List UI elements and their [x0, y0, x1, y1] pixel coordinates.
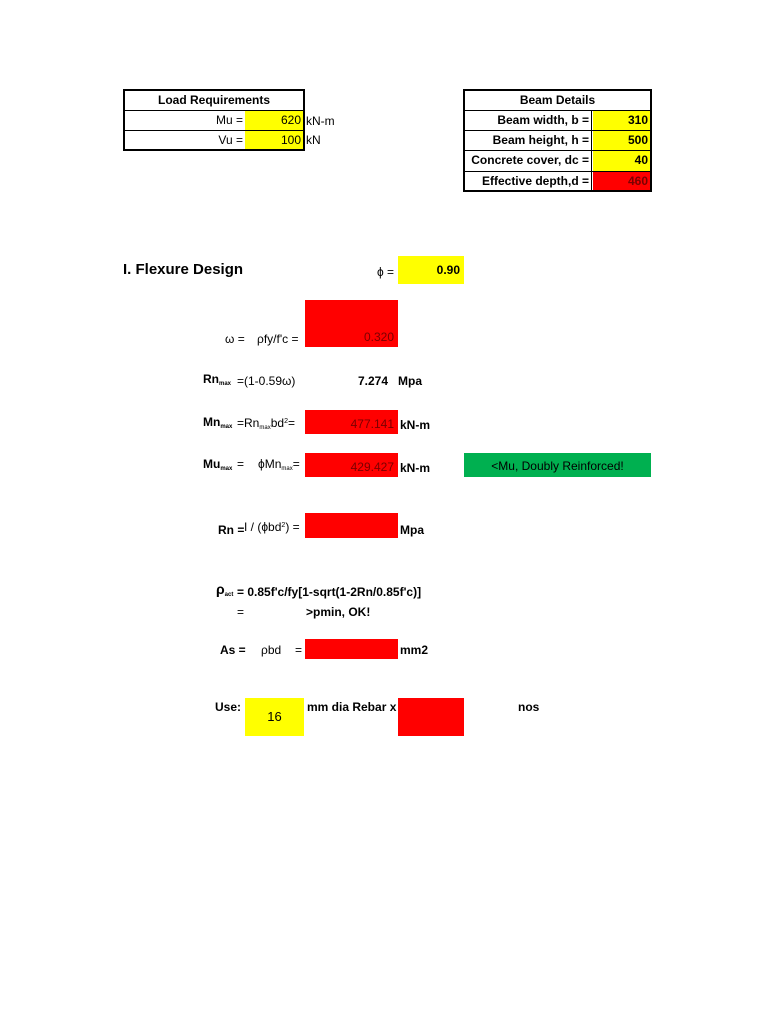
rebar-diameter-input[interactable]: 16: [245, 698, 304, 736]
mumax-eq: =: [237, 457, 245, 471]
rn-expression: [244, 518, 300, 535]
concrete-cover-label: Concrete cover, dc =: [471, 153, 589, 167]
mnmax-unit: kN-m: [400, 418, 431, 432]
mu-unit: kN-m: [306, 114, 335, 128]
mnmax-expression: [237, 414, 295, 436]
mnmax-expr-c: =: [287, 416, 295, 430]
as-label: As =: [220, 643, 246, 657]
rhoact-check: >pmin, OK!: [306, 605, 371, 619]
mumax-expr-sub: max: [281, 466, 293, 472]
mumax-expr-b: =: [292, 457, 300, 471]
rhoact-label: [216, 581, 233, 603]
phi-input[interactable]: 0.90: [398, 256, 464, 284]
rhoact-expression: = 0.85f'c/fy[1-sqrt(1-2Rn/0.85f'c)]: [237, 585, 422, 599]
as-expression: ρbd: [261, 643, 282, 657]
rnmax-expression: =(1-0.59ω): [237, 374, 296, 388]
rnmax-subscript: max: [219, 381, 232, 387]
mumax-subscript: max: [220, 466, 233, 472]
mumax-unit: kN-m: [400, 461, 431, 475]
mumax-symbol: Mu: [203, 457, 221, 471]
as-eq: =: [295, 643, 303, 657]
rn-value: [305, 513, 398, 538]
effective-depth-label: Effective depth,d =: [481, 174, 589, 188]
rnmax-symbol: Rn: [203, 372, 219, 386]
mu-input[interactable]: 620: [245, 111, 303, 130]
mu-label: Mu =: [215, 113, 243, 127]
mumax-expression: [258, 456, 300, 477]
section-title: I. Flexure Design: [123, 261, 244, 278]
concrete-cover-input[interactable]: 40: [593, 151, 650, 171]
mnmax-label: [203, 414, 232, 435]
vu-label: Vu =: [218, 133, 243, 147]
vu-unit: kN: [306, 133, 321, 147]
rnmax-label: [203, 371, 231, 392]
as-value: [305, 639, 398, 659]
omega-label: ω =: [225, 332, 245, 346]
phi-label: ϕ =: [377, 265, 395, 279]
mnmax-expr-sup: 2: [284, 418, 288, 425]
rebar-unit: nos: [518, 700, 540, 714]
beam-table-title: Beam Details: [519, 93, 596, 107]
as-unit: mm2: [400, 643, 429, 657]
vu-input[interactable]: 100: [245, 131, 303, 149]
rn-expr-sup: 2: [281, 522, 286, 529]
mnmax-symbol: Mn: [203, 415, 221, 429]
mnmax-value: 477.141: [305, 410, 398, 434]
mumax-expr-a: ϕMn: [258, 457, 282, 471]
beam-height-input[interactable]: 500: [593, 131, 650, 150]
mumax-label: [203, 456, 232, 477]
rn-unit: Mpa: [400, 523, 424, 537]
rhoact-subscript: act: [224, 592, 234, 598]
rebar-count-value: [398, 698, 464, 736]
rhoact-symbol: ρ: [216, 581, 225, 597]
mnmax-expr-b: bd: [270, 416, 285, 430]
beam-width-input[interactable]: 310: [593, 111, 650, 130]
table-gridline: [591, 110, 592, 192]
use-label: Use:: [215, 700, 242, 714]
mnmax-subscript: max: [220, 424, 233, 430]
rebar-text: mm dia Rebar x: [307, 700, 397, 714]
omega-value: 0.320: [305, 300, 398, 347]
rnmax-unit: Mpa: [398, 374, 422, 388]
mnmax-expr-sub: max: [259, 425, 271, 431]
rn-expr-a: I / (ϕbd: [244, 520, 282, 534]
mumax-value: 429.427: [305, 453, 398, 477]
rnmax-value: 7.274: [358, 374, 389, 388]
rn-expr-b: ) =: [285, 520, 300, 534]
effective-depth-value: 460: [593, 172, 650, 190]
rhoact-eq2: =: [237, 605, 245, 619]
rn-label: Rn =: [218, 523, 245, 537]
omega-expression: ρfy/f'c =: [257, 332, 299, 346]
beam-width-label: Beam width, b =: [497, 113, 589, 127]
load-table-title: Load Requirements: [157, 93, 271, 107]
beam-height-label: Beam height, h =: [492, 133, 589, 147]
mnmax-expr-a: =Rn: [237, 416, 260, 430]
doubly-reinforced-status: <Mu, Doubly Reinforced!: [464, 453, 651, 477]
